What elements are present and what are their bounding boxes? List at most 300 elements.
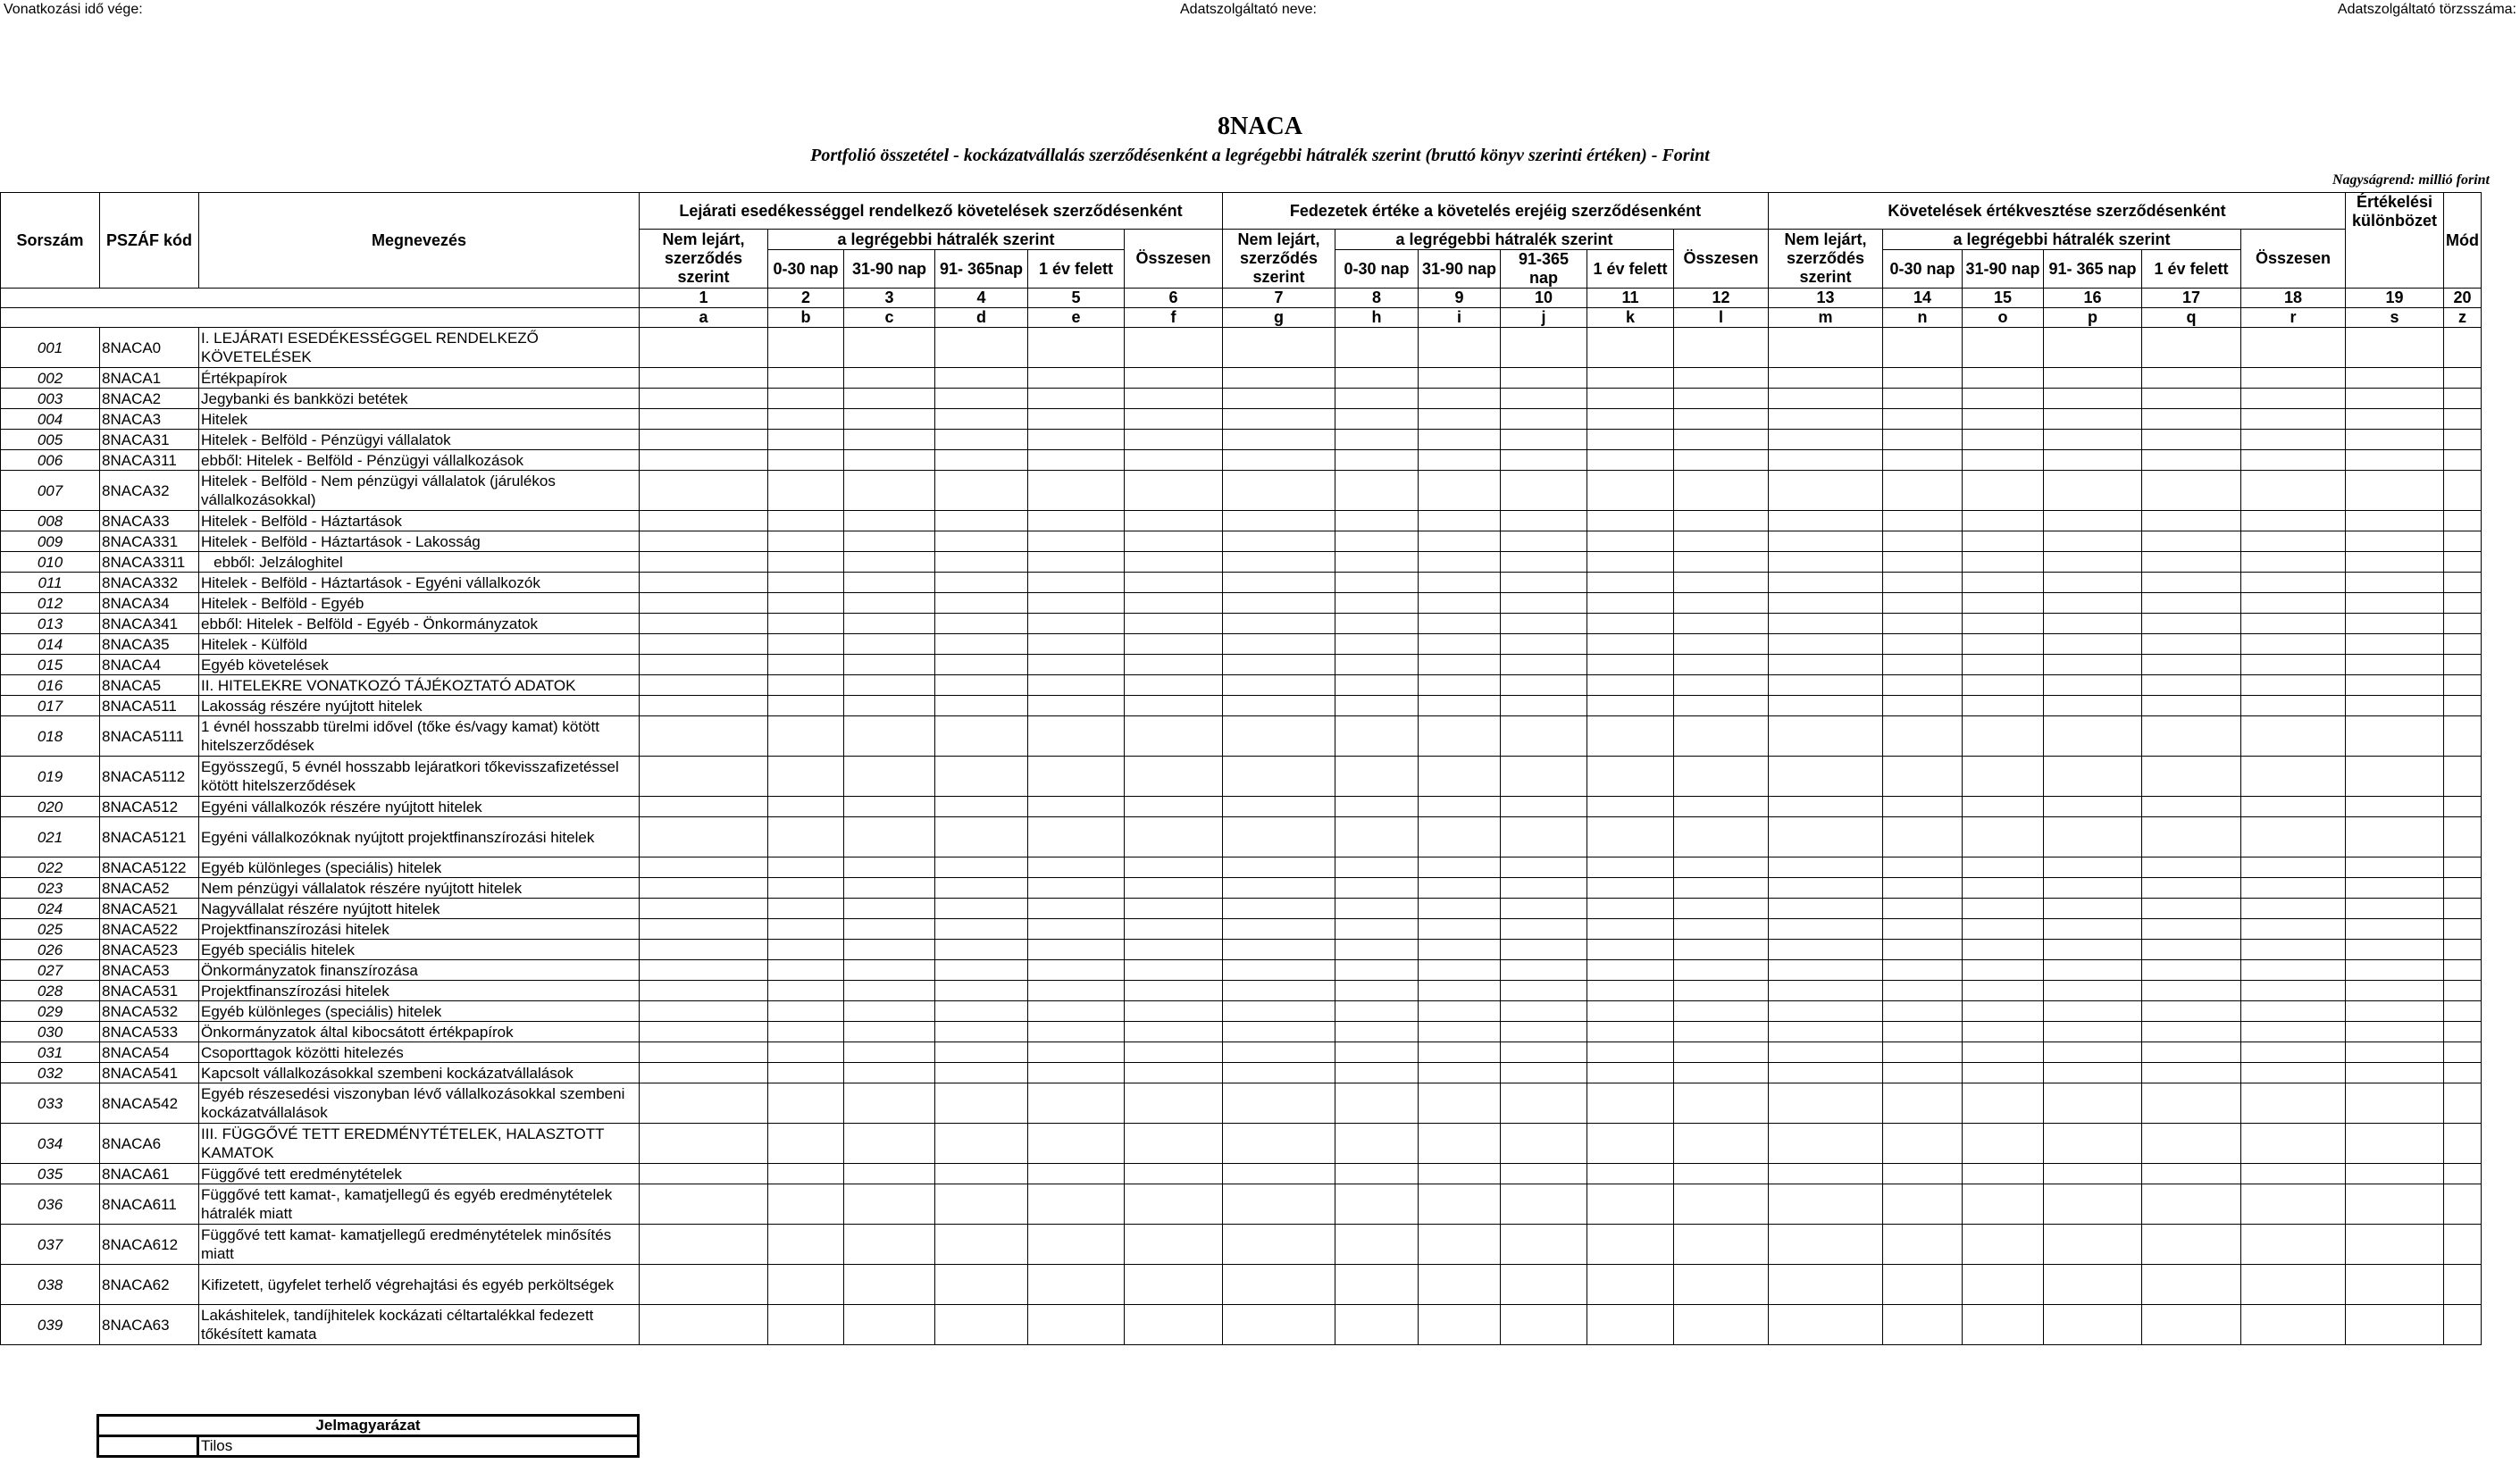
data-cell[interactable] bbox=[1028, 1305, 1125, 1345]
data-cell[interactable] bbox=[1587, 614, 1674, 634]
data-cell[interactable] bbox=[640, 1063, 768, 1083]
data-cell[interactable] bbox=[2142, 1184, 2241, 1225]
data-cell[interactable] bbox=[1501, 1164, 1587, 1184]
data-cell[interactable] bbox=[1587, 1265, 1674, 1305]
data-cell[interactable] bbox=[2444, 1001, 2482, 1022]
data-cell[interactable] bbox=[1587, 389, 1674, 409]
data-cell[interactable] bbox=[1223, 1184, 1335, 1225]
data-cell[interactable] bbox=[844, 511, 935, 531]
data-cell[interactable] bbox=[1125, 1042, 1223, 1063]
data-cell[interactable] bbox=[935, 899, 1028, 919]
data-cell[interactable] bbox=[1883, 328, 1963, 368]
data-cell[interactable] bbox=[1335, 675, 1419, 696]
data-cell[interactable] bbox=[2044, 899, 2142, 919]
data-cell[interactable] bbox=[1963, 1063, 2044, 1083]
data-cell[interactable] bbox=[1419, 716, 1501, 757]
data-cell[interactable] bbox=[1963, 593, 2044, 614]
data-cell[interactable] bbox=[2044, 857, 2142, 878]
data-cell[interactable] bbox=[1028, 614, 1125, 634]
data-cell[interactable] bbox=[1883, 716, 1963, 757]
data-cell[interactable] bbox=[844, 614, 935, 634]
data-cell[interactable] bbox=[1769, 919, 1883, 940]
data-cell[interactable] bbox=[640, 1022, 768, 1042]
data-cell[interactable] bbox=[2241, 328, 2346, 368]
data-cell[interactable] bbox=[1223, 430, 1335, 450]
data-cell[interactable] bbox=[1028, 409, 1125, 430]
data-cell[interactable] bbox=[2044, 960, 2142, 981]
data-cell[interactable] bbox=[640, 1184, 768, 1225]
data-cell[interactable] bbox=[2044, 450, 2142, 471]
data-cell[interactable] bbox=[935, 1001, 1028, 1022]
data-cell[interactable] bbox=[2142, 430, 2241, 450]
data-cell[interactable] bbox=[1028, 634, 1125, 655]
data-cell[interactable] bbox=[2346, 757, 2444, 797]
data-cell[interactable] bbox=[2346, 696, 2444, 716]
data-cell[interactable] bbox=[640, 899, 768, 919]
data-cell[interactable] bbox=[1335, 409, 1419, 430]
data-cell[interactable] bbox=[1223, 471, 1335, 511]
data-cell[interactable] bbox=[1501, 919, 1587, 940]
data-cell[interactable] bbox=[935, 1063, 1028, 1083]
data-cell[interactable] bbox=[844, 1305, 935, 1345]
data-cell[interactable] bbox=[1674, 389, 1769, 409]
data-cell[interactable] bbox=[1501, 1124, 1587, 1164]
data-cell[interactable] bbox=[1587, 675, 1674, 696]
data-cell[interactable] bbox=[1674, 409, 1769, 430]
data-cell[interactable] bbox=[1769, 409, 1883, 430]
data-cell[interactable] bbox=[1335, 878, 1419, 899]
data-cell[interactable] bbox=[2444, 797, 2482, 817]
data-cell[interactable] bbox=[1223, 655, 1335, 675]
data-cell[interactable] bbox=[1587, 981, 1674, 1001]
data-cell[interactable] bbox=[1419, 757, 1501, 797]
data-cell[interactable] bbox=[935, 981, 1028, 1001]
data-cell[interactable] bbox=[2044, 389, 2142, 409]
data-cell[interactable] bbox=[1769, 1184, 1883, 1225]
data-cell[interactable] bbox=[640, 593, 768, 614]
data-cell[interactable] bbox=[1501, 1063, 1587, 1083]
data-cell[interactable] bbox=[1125, 919, 1223, 940]
data-cell[interactable] bbox=[1223, 696, 1335, 716]
data-cell[interactable] bbox=[2241, 593, 2346, 614]
data-cell[interactable] bbox=[1125, 1184, 1223, 1225]
data-cell[interactable] bbox=[1883, 368, 1963, 389]
data-cell[interactable] bbox=[1419, 573, 1501, 593]
data-cell[interactable] bbox=[1335, 1022, 1419, 1042]
data-cell[interactable] bbox=[2241, 1001, 2346, 1022]
data-cell[interactable] bbox=[1419, 1124, 1501, 1164]
data-cell[interactable] bbox=[1419, 409, 1501, 430]
data-cell[interactable] bbox=[2241, 1083, 2346, 1124]
data-cell[interactable] bbox=[1674, 368, 1769, 389]
data-cell[interactable] bbox=[1501, 389, 1587, 409]
data-cell[interactable] bbox=[2241, 368, 2346, 389]
data-cell[interactable] bbox=[2044, 1265, 2142, 1305]
data-cell[interactable] bbox=[2444, 409, 2482, 430]
data-cell[interactable] bbox=[844, 1022, 935, 1042]
data-cell[interactable] bbox=[2142, 1124, 2241, 1164]
data-cell[interactable] bbox=[1883, 1001, 1963, 1022]
data-cell[interactable] bbox=[640, 430, 768, 450]
data-cell[interactable] bbox=[1335, 1042, 1419, 1063]
data-cell[interactable] bbox=[2044, 1305, 2142, 1345]
data-cell[interactable] bbox=[2241, 857, 2346, 878]
data-cell[interactable] bbox=[844, 573, 935, 593]
data-cell[interactable] bbox=[1587, 1305, 1674, 1345]
data-cell[interactable] bbox=[1963, 471, 2044, 511]
data-cell[interactable] bbox=[2444, 960, 2482, 981]
data-cell[interactable] bbox=[1028, 919, 1125, 940]
data-cell[interactable] bbox=[1587, 593, 1674, 614]
data-cell[interactable] bbox=[1769, 696, 1883, 716]
data-cell[interactable] bbox=[2444, 552, 2482, 573]
data-cell[interactable] bbox=[1674, 1083, 1769, 1124]
data-cell[interactable] bbox=[1223, 593, 1335, 614]
data-cell[interactable] bbox=[2444, 593, 2482, 614]
data-cell[interactable] bbox=[1587, 1225, 1674, 1265]
data-cell[interactable] bbox=[1769, 573, 1883, 593]
data-cell[interactable] bbox=[1501, 409, 1587, 430]
data-cell[interactable] bbox=[1419, 1305, 1501, 1345]
data-cell[interactable] bbox=[1335, 655, 1419, 675]
data-cell[interactable] bbox=[844, 981, 935, 1001]
data-cell[interactable] bbox=[1419, 981, 1501, 1001]
data-cell[interactable] bbox=[2444, 696, 2482, 716]
data-cell[interactable] bbox=[2044, 1184, 2142, 1225]
data-cell[interactable] bbox=[1963, 981, 2044, 1001]
data-cell[interactable] bbox=[1335, 328, 1419, 368]
data-cell[interactable] bbox=[1501, 857, 1587, 878]
data-cell[interactable] bbox=[1028, 593, 1125, 614]
data-cell[interactable] bbox=[1501, 675, 1587, 696]
data-cell[interactable] bbox=[1883, 1063, 1963, 1083]
data-cell[interactable] bbox=[1125, 899, 1223, 919]
data-cell[interactable] bbox=[1419, 531, 1501, 552]
data-cell[interactable] bbox=[2241, 1042, 2346, 1063]
data-cell[interactable] bbox=[1501, 1083, 1587, 1124]
data-cell[interactable] bbox=[2142, 797, 2241, 817]
data-cell[interactable] bbox=[2346, 1225, 2444, 1265]
data-cell[interactable] bbox=[2142, 919, 2241, 940]
data-cell[interactable] bbox=[2444, 1265, 2482, 1305]
data-cell[interactable] bbox=[1335, 1225, 1419, 1265]
data-cell[interactable] bbox=[1028, 531, 1125, 552]
data-cell[interactable] bbox=[844, 817, 935, 857]
data-cell[interactable] bbox=[768, 878, 844, 899]
data-cell[interactable] bbox=[2044, 368, 2142, 389]
data-cell[interactable] bbox=[1028, 857, 1125, 878]
data-cell[interactable] bbox=[1501, 573, 1587, 593]
data-cell[interactable] bbox=[1028, 573, 1125, 593]
data-cell[interactable] bbox=[1963, 655, 2044, 675]
data-cell[interactable] bbox=[768, 573, 844, 593]
data-cell[interactable] bbox=[1125, 511, 1223, 531]
data-cell[interactable] bbox=[1769, 1063, 1883, 1083]
data-cell[interactable] bbox=[1125, 960, 1223, 981]
data-cell[interactable] bbox=[1335, 981, 1419, 1001]
data-cell[interactable] bbox=[1335, 593, 1419, 614]
data-cell[interactable] bbox=[935, 797, 1028, 817]
data-cell[interactable] bbox=[1587, 1184, 1674, 1225]
data-cell[interactable] bbox=[2241, 757, 2346, 797]
data-cell[interactable] bbox=[1963, 899, 2044, 919]
data-cell[interactable] bbox=[1883, 552, 1963, 573]
data-cell[interactable] bbox=[1223, 857, 1335, 878]
data-cell[interactable] bbox=[1674, 981, 1769, 1001]
data-cell[interactable] bbox=[1028, 757, 1125, 797]
data-cell[interactable] bbox=[2241, 409, 2346, 430]
data-cell[interactable] bbox=[1587, 328, 1674, 368]
data-cell[interactable] bbox=[1125, 797, 1223, 817]
data-cell[interactable] bbox=[2241, 878, 2346, 899]
data-cell[interactable] bbox=[2241, 919, 2346, 940]
data-cell[interactable] bbox=[1883, 430, 1963, 450]
data-cell[interactable] bbox=[844, 450, 935, 471]
data-cell[interactable] bbox=[1963, 1184, 2044, 1225]
data-cell[interactable] bbox=[1501, 940, 1587, 960]
data-cell[interactable] bbox=[1335, 940, 1419, 960]
data-cell[interactable] bbox=[1419, 1164, 1501, 1184]
data-cell[interactable] bbox=[1501, 981, 1587, 1001]
data-cell[interactable] bbox=[1769, 1164, 1883, 1184]
data-cell[interactable] bbox=[768, 857, 844, 878]
data-cell[interactable] bbox=[1028, 1164, 1125, 1184]
data-cell[interactable] bbox=[1769, 716, 1883, 757]
data-cell[interactable] bbox=[768, 655, 844, 675]
data-cell[interactable] bbox=[1883, 1225, 1963, 1265]
data-cell[interactable] bbox=[2044, 716, 2142, 757]
data-cell[interactable] bbox=[1335, 531, 1419, 552]
data-cell[interactable] bbox=[1769, 817, 1883, 857]
data-cell[interactable] bbox=[2241, 1265, 2346, 1305]
data-cell[interactable] bbox=[935, 675, 1028, 696]
data-cell[interactable] bbox=[1963, 511, 2044, 531]
data-cell[interactable] bbox=[1501, 1265, 1587, 1305]
data-cell[interactable] bbox=[1674, 634, 1769, 655]
data-cell[interactable] bbox=[1963, 368, 2044, 389]
data-cell[interactable] bbox=[1769, 675, 1883, 696]
data-cell[interactable] bbox=[2044, 531, 2142, 552]
data-cell[interactable] bbox=[640, 328, 768, 368]
data-cell[interactable] bbox=[2142, 1305, 2241, 1345]
data-cell[interactable] bbox=[640, 1305, 768, 1345]
data-cell[interactable] bbox=[2241, 389, 2346, 409]
data-cell[interactable] bbox=[1419, 1063, 1501, 1083]
data-cell[interactable] bbox=[768, 1063, 844, 1083]
data-cell[interactable] bbox=[1587, 817, 1674, 857]
data-cell[interactable] bbox=[2044, 797, 2142, 817]
data-cell[interactable] bbox=[1028, 511, 1125, 531]
data-cell[interactable] bbox=[2241, 634, 2346, 655]
data-cell[interactable] bbox=[640, 1001, 768, 1022]
data-cell[interactable] bbox=[1419, 1184, 1501, 1225]
data-cell[interactable] bbox=[1501, 1305, 1587, 1345]
data-cell[interactable] bbox=[935, 614, 1028, 634]
data-cell[interactable] bbox=[1674, 593, 1769, 614]
data-cell[interactable] bbox=[2044, 614, 2142, 634]
data-cell[interactable] bbox=[1419, 450, 1501, 471]
data-cell[interactable] bbox=[1125, 552, 1223, 573]
data-cell[interactable] bbox=[640, 655, 768, 675]
data-cell[interactable] bbox=[1419, 655, 1501, 675]
data-cell[interactable] bbox=[2142, 1265, 2241, 1305]
data-cell[interactable] bbox=[1769, 593, 1883, 614]
data-cell[interactable] bbox=[844, 1164, 935, 1184]
data-cell[interactable] bbox=[2346, 716, 2444, 757]
data-cell[interactable] bbox=[1223, 1042, 1335, 1063]
data-cell[interactable] bbox=[1223, 1164, 1335, 1184]
data-cell[interactable] bbox=[1587, 878, 1674, 899]
data-cell[interactable] bbox=[1501, 593, 1587, 614]
data-cell[interactable] bbox=[2142, 450, 2241, 471]
data-cell[interactable] bbox=[768, 1083, 844, 1124]
data-cell[interactable] bbox=[1883, 593, 1963, 614]
data-cell[interactable] bbox=[1674, 1124, 1769, 1164]
data-cell[interactable] bbox=[1223, 1063, 1335, 1083]
data-cell[interactable] bbox=[2142, 1083, 2241, 1124]
data-cell[interactable] bbox=[1587, 960, 1674, 981]
data-cell[interactable] bbox=[1963, 614, 2044, 634]
data-cell[interactable] bbox=[640, 531, 768, 552]
data-cell[interactable] bbox=[640, 1225, 768, 1265]
data-cell[interactable] bbox=[1769, 1305, 1883, 1345]
data-cell[interactable] bbox=[2142, 1063, 2241, 1083]
data-cell[interactable] bbox=[1883, 389, 1963, 409]
data-cell[interactable] bbox=[1501, 655, 1587, 675]
data-cell[interactable] bbox=[1223, 409, 1335, 430]
data-cell[interactable] bbox=[1419, 878, 1501, 899]
data-cell[interactable] bbox=[2044, 981, 2142, 1001]
data-cell[interactable] bbox=[1883, 857, 1963, 878]
data-cell[interactable] bbox=[1674, 614, 1769, 634]
data-cell[interactable] bbox=[640, 1124, 768, 1164]
data-cell[interactable] bbox=[640, 960, 768, 981]
data-cell[interactable] bbox=[1335, 1083, 1419, 1124]
data-cell[interactable] bbox=[844, 878, 935, 899]
data-cell[interactable] bbox=[1335, 614, 1419, 634]
data-cell[interactable] bbox=[935, 817, 1028, 857]
data-cell[interactable] bbox=[1674, 450, 1769, 471]
data-cell[interactable] bbox=[1501, 878, 1587, 899]
data-cell[interactable] bbox=[1963, 409, 2044, 430]
data-cell[interactable] bbox=[2444, 531, 2482, 552]
data-cell[interactable] bbox=[2044, 471, 2142, 511]
data-cell[interactable] bbox=[768, 471, 844, 511]
data-cell[interactable] bbox=[1501, 328, 1587, 368]
data-cell[interactable] bbox=[1769, 1124, 1883, 1164]
data-cell[interactable] bbox=[640, 716, 768, 757]
data-cell[interactable] bbox=[1223, 450, 1335, 471]
data-cell[interactable] bbox=[768, 817, 844, 857]
data-cell[interactable] bbox=[2346, 1305, 2444, 1345]
data-cell[interactable] bbox=[2044, 1001, 2142, 1022]
data-cell[interactable] bbox=[2142, 1022, 2241, 1042]
data-cell[interactable] bbox=[768, 797, 844, 817]
data-cell[interactable] bbox=[935, 389, 1028, 409]
data-cell[interactable] bbox=[2142, 328, 2241, 368]
data-cell[interactable] bbox=[2444, 716, 2482, 757]
data-cell[interactable] bbox=[2444, 919, 2482, 940]
data-cell[interactable] bbox=[1419, 817, 1501, 857]
data-cell[interactable] bbox=[1223, 919, 1335, 940]
data-cell[interactable] bbox=[935, 409, 1028, 430]
data-cell[interactable] bbox=[1587, 634, 1674, 655]
data-cell[interactable] bbox=[1587, 919, 1674, 940]
data-cell[interactable] bbox=[1587, 511, 1674, 531]
data-cell[interactable] bbox=[2044, 1063, 2142, 1083]
data-cell[interactable] bbox=[2044, 1124, 2142, 1164]
data-cell[interactable] bbox=[1125, 940, 1223, 960]
data-cell[interactable] bbox=[1419, 1042, 1501, 1063]
data-cell[interactable] bbox=[1674, 919, 1769, 940]
data-cell[interactable] bbox=[1223, 675, 1335, 696]
data-cell[interactable] bbox=[1223, 552, 1335, 573]
data-cell[interactable] bbox=[2044, 593, 2142, 614]
data-cell[interactable] bbox=[2346, 328, 2444, 368]
data-cell[interactable] bbox=[1883, 573, 1963, 593]
data-cell[interactable] bbox=[1963, 1265, 2044, 1305]
data-cell[interactable] bbox=[1769, 1022, 1883, 1042]
data-cell[interactable] bbox=[1883, 981, 1963, 1001]
data-cell[interactable] bbox=[1125, 1022, 1223, 1042]
data-cell[interactable] bbox=[2142, 1001, 2241, 1022]
data-cell[interactable] bbox=[844, 1042, 935, 1063]
data-cell[interactable] bbox=[1223, 634, 1335, 655]
data-cell[interactable] bbox=[1223, 1265, 1335, 1305]
data-cell[interactable] bbox=[1674, 1184, 1769, 1225]
data-cell[interactable] bbox=[1419, 857, 1501, 878]
data-cell[interactable] bbox=[1028, 696, 1125, 716]
data-cell[interactable] bbox=[1883, 696, 1963, 716]
data-cell[interactable] bbox=[844, 409, 935, 430]
data-cell[interactable] bbox=[768, 1305, 844, 1345]
data-cell[interactable] bbox=[2346, 981, 2444, 1001]
data-cell[interactable] bbox=[1501, 1225, 1587, 1265]
data-cell[interactable] bbox=[2346, 552, 2444, 573]
data-cell[interactable] bbox=[1769, 328, 1883, 368]
data-cell[interactable] bbox=[1028, 1225, 1125, 1265]
data-cell[interactable] bbox=[1335, 696, 1419, 716]
data-cell[interactable] bbox=[1674, 511, 1769, 531]
data-cell[interactable] bbox=[768, 389, 844, 409]
data-cell[interactable] bbox=[640, 675, 768, 696]
data-cell[interactable] bbox=[1501, 696, 1587, 716]
data-cell[interactable] bbox=[2444, 368, 2482, 389]
data-cell[interactable] bbox=[2142, 471, 2241, 511]
data-cell[interactable] bbox=[935, 1042, 1028, 1063]
data-cell[interactable] bbox=[935, 655, 1028, 675]
data-cell[interactable] bbox=[1587, 531, 1674, 552]
data-cell[interactable] bbox=[2241, 655, 2346, 675]
data-cell[interactable] bbox=[2142, 857, 2241, 878]
data-cell[interactable] bbox=[935, 857, 1028, 878]
data-cell[interactable] bbox=[1963, 878, 2044, 899]
data-cell[interactable] bbox=[2444, 1164, 2482, 1184]
data-cell[interactable] bbox=[1501, 716, 1587, 757]
data-cell[interactable] bbox=[1501, 531, 1587, 552]
data-cell[interactable] bbox=[1028, 1184, 1125, 1225]
data-cell[interactable] bbox=[1587, 757, 1674, 797]
data-cell[interactable] bbox=[2346, 817, 2444, 857]
data-cell[interactable] bbox=[1125, 593, 1223, 614]
data-cell[interactable] bbox=[2142, 899, 2241, 919]
data-cell[interactable] bbox=[1223, 614, 1335, 634]
data-cell[interactable] bbox=[640, 573, 768, 593]
data-cell[interactable] bbox=[2044, 878, 2142, 899]
data-cell[interactable] bbox=[1769, 878, 1883, 899]
data-cell[interactable] bbox=[1501, 1184, 1587, 1225]
data-cell[interactable] bbox=[1674, 471, 1769, 511]
